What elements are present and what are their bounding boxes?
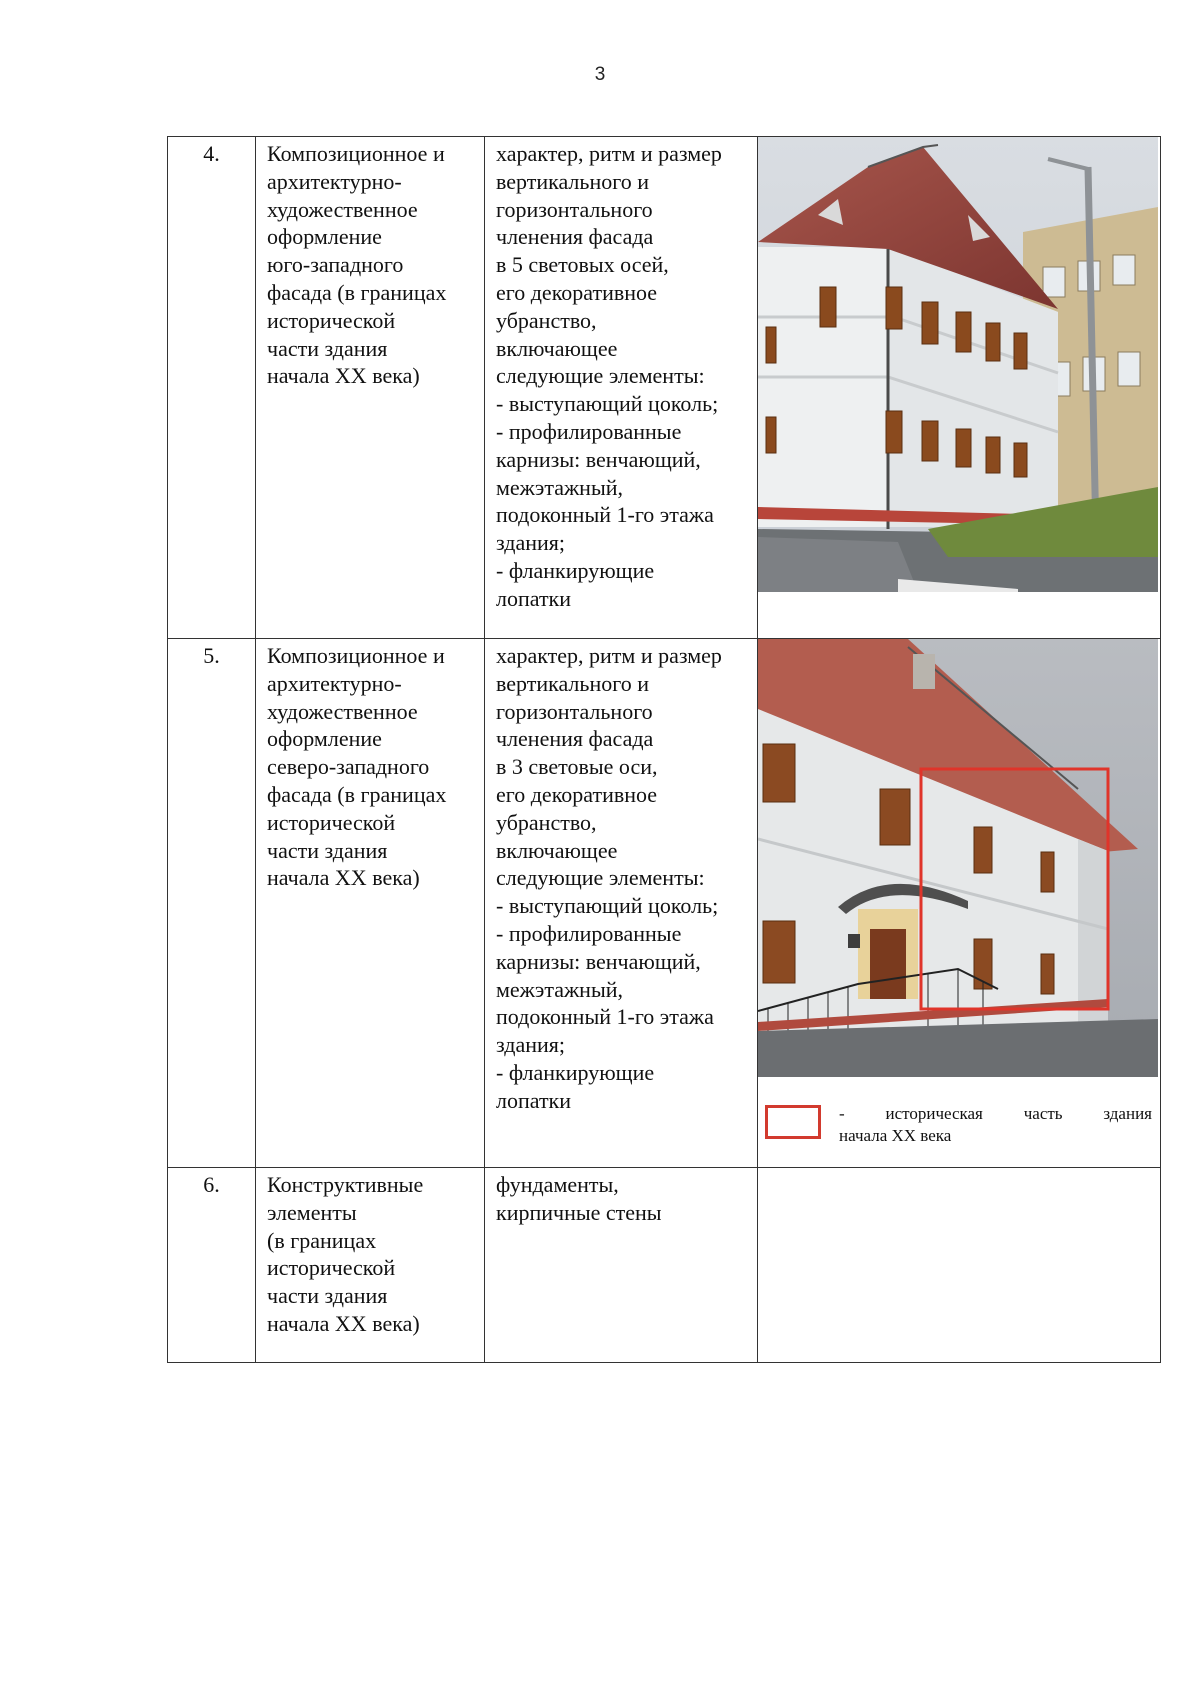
- legend-word: здания: [1103, 1104, 1152, 1123]
- legend-word: часть: [1023, 1104, 1063, 1123]
- element-name: Композиционное и архитектурно- художественное оформление юго-западного фасада (в границах исторической части здания начала XX века): [256, 137, 485, 639]
- row-number: 6.: [168, 1168, 256, 1363]
- heritage-elements-table: [167, 136, 1161, 1363]
- photo-legend: [765, 1103, 1152, 1147]
- historic-part-swatch: [765, 1105, 821, 1139]
- legend-word: -: [839, 1104, 845, 1123]
- protected-features: характер, ритм и размер вертикального и горизонтального членения фасада в 3 световые оси, его декоративное убранство, включающее следующие элементы: - выступающий цоколь; - профилированные карнизы: венчающий, межэтажный, подоконный 1-го этажа здания; - фланкирующие лопатки: [485, 639, 758, 1168]
- legend-line: начала XX века: [839, 1126, 952, 1145]
- page-number: 3: [594, 64, 606, 85]
- protected-features: фундаменты, кирпичные стены: [485, 1168, 758, 1363]
- southwest-facade-photo: [758, 137, 1158, 592]
- table-row: [168, 1168, 1161, 1363]
- empty-photo-cell: [758, 1168, 1161, 1363]
- element-name: Конструктивные элементы (в границах исторической части здания начала XX века): [256, 1168, 485, 1363]
- row-number: 5.: [168, 639, 256, 1168]
- northwest-facade-photo: [758, 639, 1158, 1077]
- protected-features: характер, ритм и размер вертикального и горизонтального членения фасада в 5 световых осей, его декоративное убранство, включающее следующие элементы: - выступающий цоколь; - профилированные карнизы: венчающий, межэтажный, подоконный 1-го этажа здания; - фланкирующие лопатки: [485, 137, 758, 639]
- table-row: [168, 137, 1161, 639]
- element-name: Композиционное и архитектурно- художественное оформление северо-западного фасада (в границах исторической части здания начала XX века): [256, 639, 485, 1168]
- photo-cell: [758, 639, 1161, 1168]
- photo-cell: [758, 137, 1161, 639]
- row-number: 4.: [168, 137, 256, 639]
- legend-word: историческая: [885, 1104, 983, 1123]
- table-row: [168, 639, 1161, 1168]
